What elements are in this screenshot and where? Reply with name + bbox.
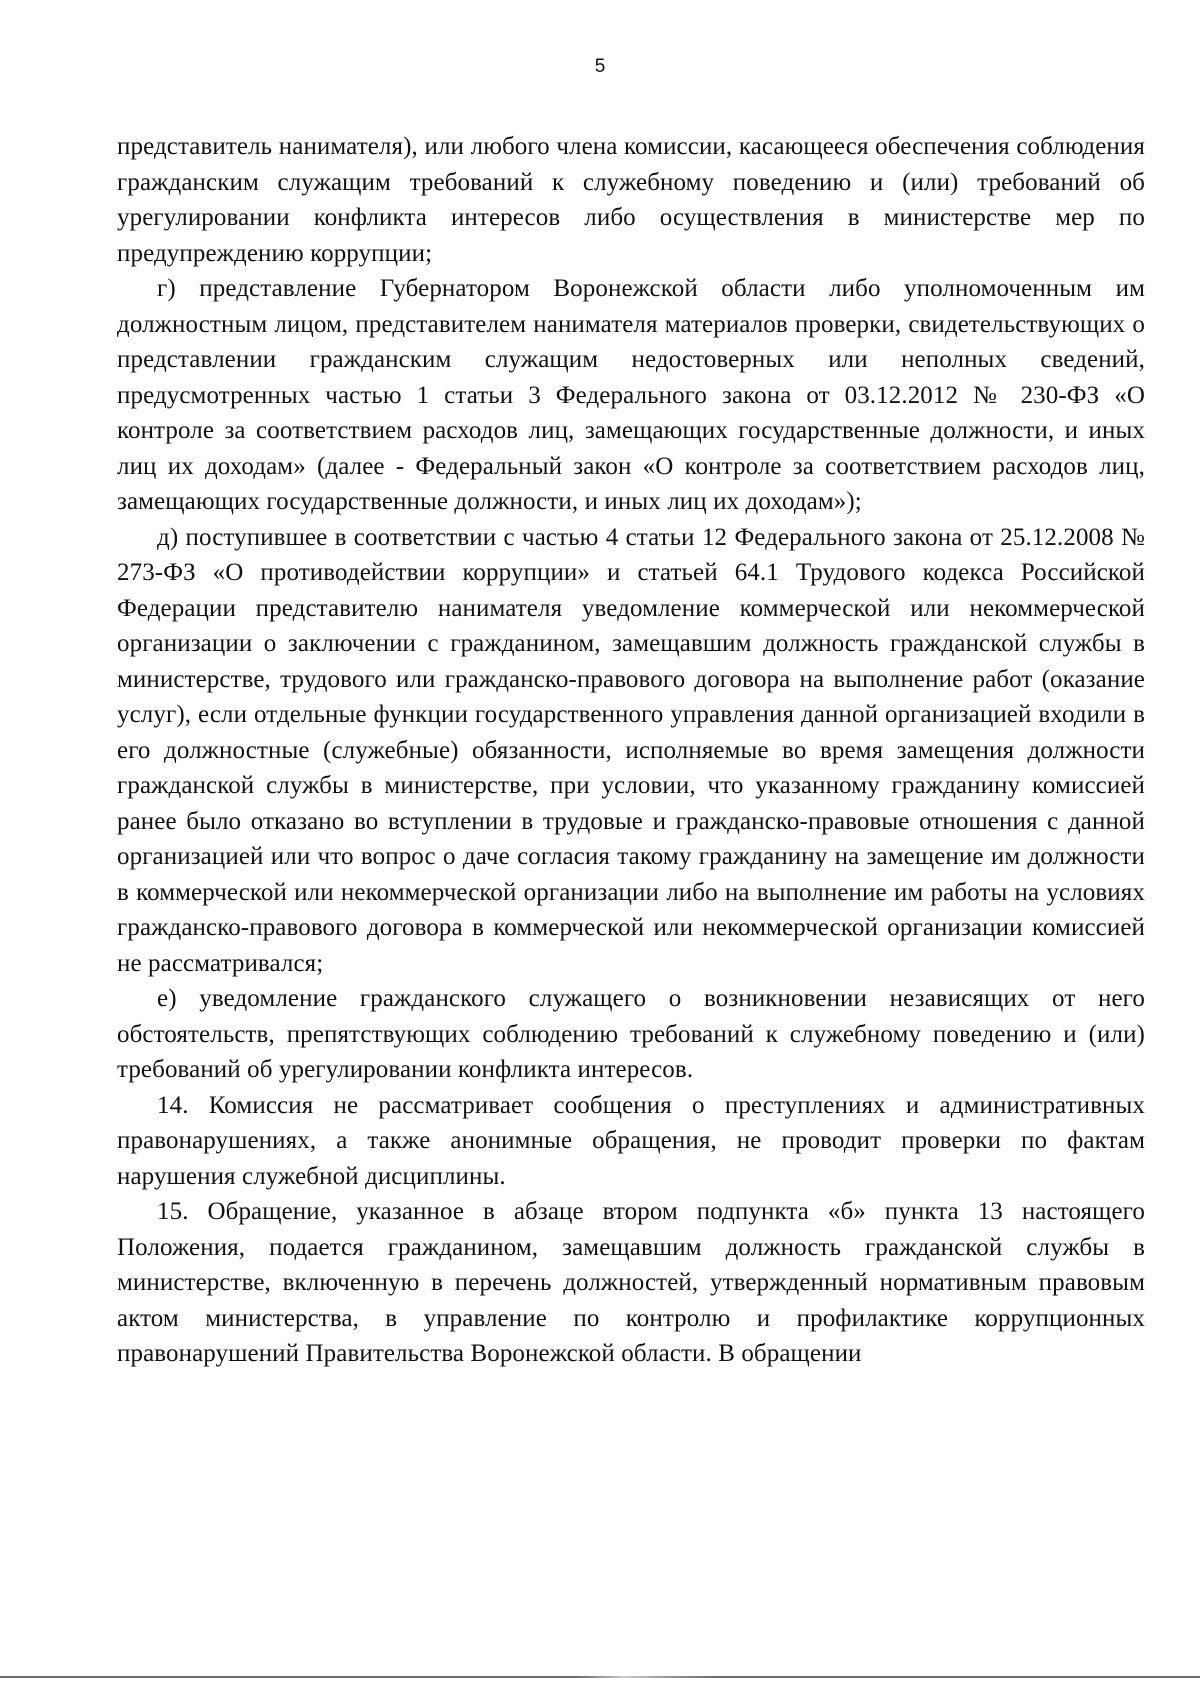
page-number: 5 — [594, 56, 606, 77]
document-body — [117, 129, 1145, 1372]
scan-bottom-edge — [0, 1676, 1200, 1678]
paragraph-subpoint-e: е) уведомление гражданского служащего о возникновении независящих от него обстоятельств, препятствующих соблюдению требований к служебному поведению и (или) требований об урегулировании конфликта интересов. — [117, 985, 1145, 1083]
paragraph-continuation: представитель нанимателя), или любого члена комиссии, касающееся обеспечения соблюдения гражданским служащим требований к служебному поведению и (или) требований об урегулировании конфликта интересов либо осуществления в министерстве мер по предупреждению коррупции; — [117, 133, 1145, 267]
paragraph-subpoint-g: г) представление Губернатором Воронежской области либо уполномоченным им должностным лицом, представителем нанимателя материалов проверки, свидетельствующих о представлении гражданским служащим недостоверных или неполных сведений, предусмотренных частью 1 статьи 3 Федерального закона от 03.12.2012 № 230-ФЗ «О контроле за соответствием расходов лиц, замещающих государственные должности, и иных лиц их доходам» (далее - Федеральный закон «О контроле за соответствием расходов лиц, замещающих государственные должности, и иных лиц их доходам»); — [117, 275, 1145, 515]
paragraph-point-15: 15. Обращение, указанное в абзаце втором подпункта «б» пункта 13 настоящего Положения, подается гражданином, замещавшим должность гражданской службы в министерстве, включенную в перечень должностей, утвержденный нормативным правовым актом министерства, в управление по контролю и профилактике коррупционных правонарушений Правительства Воронежской области. В обращении — [117, 1198, 1145, 1367]
paragraph-point-14: 14. Комиссия не рассматривает сообщения о преступлениях и административных правонарушениях, а также анонимные обращения, не проводит проверки по фактам нарушения служебной дисциплины. — [117, 1091, 1145, 1190]
paragraph-subpoint-d: д) поступившее в соответствии с частью 4 статьи 12 Федерального закона от 25.12.2008 № 273-ФЗ «О противодействии коррупции» и статьей 64.1 Трудового кодекса Российской Федерации представителю нанимателя уведомление коммерческой или некоммерческой организации о заключении с гражданином, замещавшим должность гражданской службы в министерстве, трудового или гражданско-правового договора на выполнение работ (оказание услуг), если отдельные функции государственного управления данной организацией входили в его должностные (служебные) обязанности, исполняемые во время замещения должности гражданской службы в министерстве, при условии, что указанному гражданину комиссией ранее было отказано во вступлении в трудовые и гражданско-правовые отношения с данной организацией или что вопрос о даче согласия такому гражданину на замещение им должности в коммерческой или некоммерческой организации либо на выполнение им работы на условиях гражданско-правового договора в коммерческой или некоммерческой организации комиссией не рассматривался; — [117, 523, 1145, 977]
